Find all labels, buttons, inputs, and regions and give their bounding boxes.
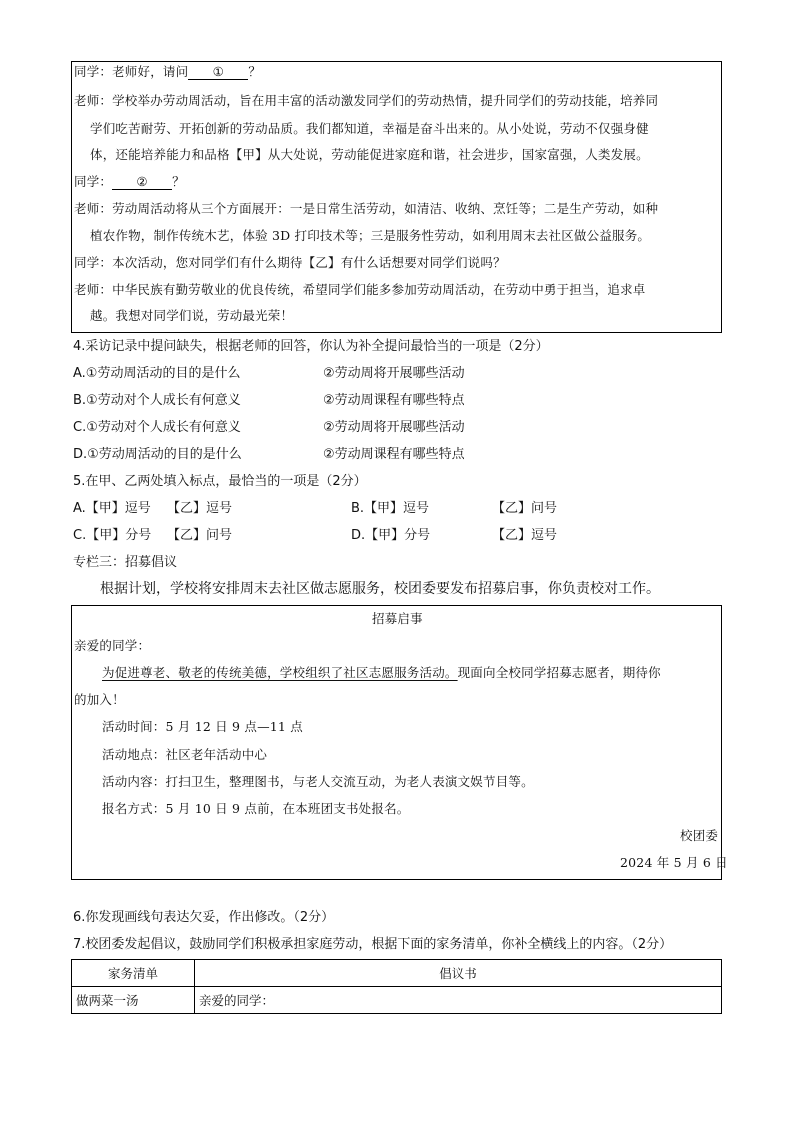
notice-time: 活动时间：5 月 12 日 9 点—11 点: [102, 719, 303, 734]
q4-option-b-1: B.①劳动对个人成长有何意义: [73, 393, 241, 408]
q5-option-c-2: 【乙】问号: [167, 528, 233, 543]
notice-signup: 报名方式：5 月 10 日 9 点前，在本班团支书处报名。: [102, 801, 410, 816]
notice-date: 2024 年 5 月 6 日: [620, 855, 728, 870]
interview-line-5-end: ？: [172, 174, 185, 189]
q5-option-c-1: C.【甲】分号: [73, 528, 152, 543]
section-3-heading: 专栏三：招募倡议: [73, 555, 178, 570]
blank-1: ①: [188, 64, 248, 80]
blank-2: ②: [112, 174, 172, 190]
table-cell-greeting: 亲爱的同学：: [195, 987, 722, 1014]
q5-option-b-2: 【乙】问号: [492, 501, 558, 516]
interview-line-8: 同学：本次活动，您对同学们有什么期待【乙】有什么话想要对同学们说吗？: [74, 255, 506, 270]
interview-line-3: 学们吃苦耐劳、开拓创新的劳动品质。我们都知道，幸福是奋斗出来的。从小处说，劳动不仅强身健: [90, 121, 649, 136]
interview-line-1-text: 同学：老师好，请问: [74, 64, 189, 79]
interview-line-6: 老师：劳动周活动将从三个方面展开：一是日常生活劳动，如清洁、收纳、烹饪等；二是生产劳动，如种: [74, 201, 659, 216]
q4-option-b-2: ②劳动周课程有哪些特点: [323, 393, 465, 408]
notice-paragraph-1: [102, 663, 661, 681]
table-header-row: [72, 960, 722, 987]
interview-line-2: 老师：学校举办劳动周活动，旨在用丰富的活动激发同学们的劳动热情，提升同学们的劳动技能，培养同: [74, 93, 659, 108]
q4-option-d-1: D.①劳动周活动的目的是什么: [73, 447, 242, 462]
table-header-chores: 家务清单: [72, 960, 195, 987]
q5-option-a-1: A.【甲】逗号: [73, 501, 151, 516]
table-header-proposal: 倡议书: [195, 960, 722, 987]
chores-table: [71, 959, 722, 1014]
notice-place: 活动地点：社区老年活动中心: [102, 747, 268, 762]
interview-line-5-text: 同学：: [74, 174, 113, 189]
q4-option-a-1: A.①劳动周活动的目的是什么: [73, 366, 241, 381]
interview-line-5: [74, 172, 185, 190]
notice-content: 活动内容：打扫卫生，整理图书，与老人交流互动，为老人表演文娱节目等。: [102, 774, 534, 789]
q7-stem: 7.校团委发起倡议，鼓励同学们积极承担家庭劳动，根据下面的家务清单，你补全横线上的内容。（2分）: [73, 937, 673, 952]
interview-line-10: 越。我想对同学们说，劳动最光荣！: [90, 308, 294, 323]
section-3-intro: 根据计划，学校将安排周末去社区做志愿服务，校团委要发布招募启事，你负责校对工作。: [100, 581, 660, 597]
interview-line-1-end: ？: [248, 64, 262, 79]
underlined-sentence: 为促进尊老、敬老的传统美德，学校组织了社区志愿服务活动。: [102, 665, 458, 680]
q5-option-d-2: 【乙】逗号: [492, 528, 558, 543]
notice-greeting: 亲爱的同学：: [74, 638, 151, 653]
q5-option-d-1: D.【甲】分号: [351, 528, 431, 543]
notice-box: [71, 605, 722, 880]
q6-stem: 6.你发现画线句表达欠妥，作出修改。（2分）: [73, 910, 335, 925]
notice-title: 招募启事: [372, 611, 423, 626]
interview-line-1: [74, 62, 261, 80]
q4-option-c-2: ②劳动周将开展哪些活动: [323, 420, 465, 435]
q5-stem: 5.在甲、乙两处填入标点，最恰当的一项是（2分）: [73, 474, 367, 489]
interview-line-4: 体，还能培养能力和品格【甲】从大处说，劳动能促进家庭和谐，社会进步，国家富强，人类发展。: [90, 147, 649, 162]
q4-stem: 4.采访记录中提问缺失，根据老师的回答，你认为补全提问最恰当的一项是（2分）: [73, 339, 549, 354]
notice-signature: 校团委: [680, 828, 719, 843]
notice-paragraph-1-rest: 现面向全校同学招募志愿者，期待你: [457, 665, 661, 680]
q4-option-c-1: C.①劳动对个人成长有何意义: [73, 420, 241, 435]
q5-option-a-2: 【乙】逗号: [167, 501, 233, 516]
interview-line-7: 植农作物，制作传统木艺，体验 3D 打印技术等；三是服务性劳动，如利用周末去社区做公益服务。: [90, 228, 651, 243]
q4-option-d-2: ②劳动周课程有哪些特点: [323, 447, 465, 462]
q5-option-b-1: B.【甲】逗号: [351, 501, 430, 516]
table-cell-chore: 做两菜一汤: [72, 987, 195, 1014]
interview-line-9: 老师：中华民族有勤劳敬业的优良传统，希望同学们能多参加劳动周活动，在劳动中勇于担当，追求卓: [74, 282, 646, 297]
notice-paragraph-1-cont: 的加入！: [74, 692, 125, 707]
table-row: [72, 987, 722, 1014]
q4-option-a-2: ②劳动周将开展哪些活动: [323, 366, 465, 381]
